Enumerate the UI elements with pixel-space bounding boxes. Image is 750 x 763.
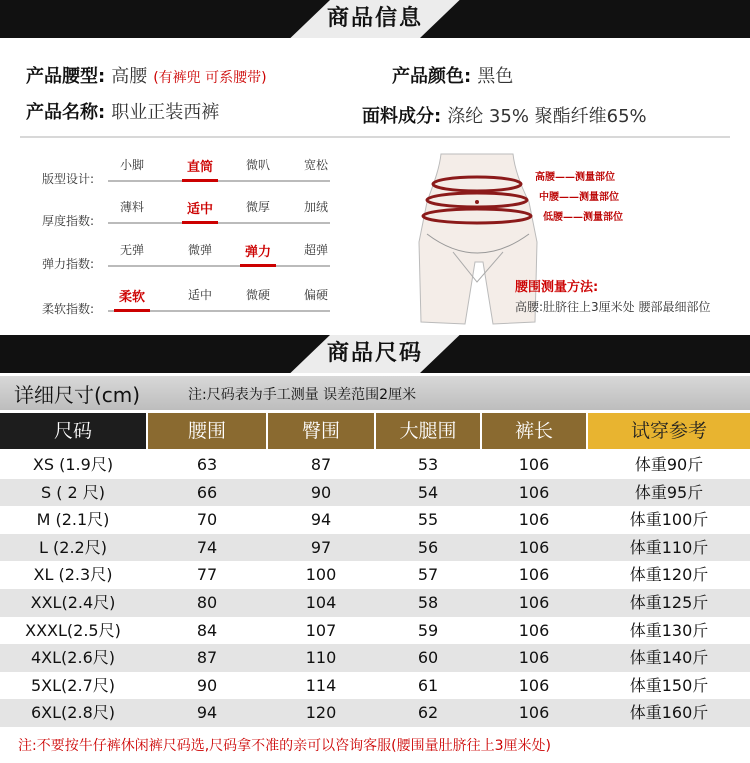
table-row — [0, 506, 750, 534]
fabric-row — [362, 102, 647, 128]
cell-waist: 63 — [196, 455, 218, 474]
scale-option: 微厚 — [245, 200, 270, 214]
scale-label: 柔软指数: — [42, 302, 95, 316]
section-title: 商品信息 — [326, 6, 423, 31]
cell-reference: 体重130斤 — [629, 620, 709, 640]
cell-waist: 77 — [196, 565, 218, 585]
cell-waist: 87 — [196, 648, 218, 668]
cell-thigh: 60 — [417, 648, 439, 668]
cell-reference: 体重90斤 — [634, 455, 704, 474]
footer-note: 注:不要按牛仔裤休闲裤尺码选,尺码拿不准的亲可以咨询客服(腰围量肚脐往上3厘米处) — [18, 738, 551, 754]
scale-label: 弹力指数: — [42, 257, 95, 271]
product-name-value: 职业正装西裤 — [111, 102, 220, 123]
scale-option: 偏硬 — [303, 288, 328, 302]
scale-selected-marker — [182, 179, 218, 182]
detail-note: 注:尺码表为手工测量 误差范围2厘米 — [188, 387, 417, 403]
cell-hip: 100 — [305, 565, 337, 585]
scale-option-selected: 适中 — [186, 202, 213, 217]
scale-selected-marker — [182, 221, 218, 224]
color-row — [392, 62, 513, 88]
table-row — [0, 451, 750, 479]
col-header-waist: 腰围 — [148, 413, 266, 449]
cell-thigh: 56 — [417, 537, 439, 557]
scale-option: 微硬 — [245, 288, 270, 302]
table-row — [0, 672, 750, 700]
cell-size: 5XL(2.7尺) — [31, 675, 115, 695]
product-name-row — [26, 98, 219, 124]
cell-reference: 体重120斤 — [629, 565, 709, 585]
cell-waist: 80 — [196, 593, 218, 612]
scale-option: 微叭 — [245, 158, 270, 172]
cell-waist: 70 — [196, 510, 218, 530]
cell-reference: 体重140斤 — [629, 648, 709, 668]
cell-hip: 120 — [305, 703, 337, 723]
cell-thigh: 55 — [417, 510, 439, 530]
cell-size: 6XL(2.8尺) — [31, 703, 115, 723]
cell-size: XL (2.3尺) — [33, 565, 113, 585]
cell-hip: 104 — [305, 593, 337, 612]
waist-type-value: 高腰 — [111, 66, 148, 87]
cell-reference: 体重125斤 — [629, 593, 709, 612]
cell-size: XS (1.9尺) — [32, 455, 114, 474]
table-row — [0, 479, 750, 507]
scale-selected-marker — [240, 264, 276, 267]
color-label: 产品颜色: — [392, 66, 472, 87]
cell-hip: 107 — [305, 620, 337, 640]
cell-hip: 110 — [305, 648, 337, 668]
measure-method-title: 腰围测量方法: — [515, 280, 599, 295]
detail-size-heading — [0, 376, 750, 410]
section-header-info — [0, 0, 750, 38]
section-header-size — [0, 335, 750, 373]
cell-hip: 97 — [310, 537, 332, 557]
cell-thigh: 61 — [417, 675, 439, 695]
cell-length: 106 — [518, 510, 550, 530]
scale-line — [108, 222, 330, 224]
cell-length: 106 — [518, 620, 550, 640]
divider — [20, 136, 730, 138]
waist-type-note: (有裤兜 可系腰带) — [153, 70, 267, 86]
scale-option: 薄料 — [119, 200, 144, 214]
cell-thigh: 59 — [417, 620, 439, 640]
cell-thigh: 54 — [417, 482, 439, 502]
scale-option-selected: 弹力 — [244, 245, 271, 260]
cell-size: XXXL(2.5尺) — [25, 620, 121, 640]
cell-reference: 体重100斤 — [629, 510, 709, 530]
scale-line — [108, 180, 330, 182]
cell-thigh: 58 — [417, 593, 439, 612]
scale-option: 宽松 — [303, 158, 328, 172]
table-row — [0, 699, 750, 727]
cell-size: M (2.1尺) — [36, 510, 110, 530]
table-row — [0, 644, 750, 672]
cell-thigh: 53 — [417, 455, 439, 474]
cell-length: 106 — [518, 593, 550, 612]
cell-size: S ( 2 尺) — [40, 482, 106, 502]
cell-length: 106 — [518, 455, 550, 474]
cell-waist: 94 — [196, 703, 218, 723]
scale-option: 超弹 — [303, 243, 328, 257]
fabric-value: 涤纶 35% 聚酯纤维65% — [447, 106, 647, 127]
low-waist-label: 低腰——测量部位 — [543, 212, 623, 223]
cell-waist: 66 — [196, 482, 218, 502]
col-header-thigh: 大腿围 — [376, 413, 480, 449]
waist-type-label: 产品腰型: — [26, 66, 106, 87]
cell-hip: 94 — [310, 510, 332, 530]
scale-option: 小脚 — [119, 158, 144, 172]
waist-type-row — [26, 62, 267, 88]
cell-length: 106 — [518, 482, 550, 502]
cell-length: 106 — [518, 703, 550, 723]
high-waist-label: 高腰——测量部位 — [535, 172, 615, 183]
measure-method-text: 高腰:肚脐往上3厘米处 腰部最细部位 — [515, 300, 711, 314]
cell-size: 4XL(2.6尺) — [31, 648, 115, 668]
cell-size: L (2.2尺) — [39, 537, 107, 557]
cell-reference: 体重160斤 — [629, 703, 709, 723]
cell-hip: 90 — [310, 482, 332, 502]
scale-option-selected: 柔软 — [118, 290, 145, 305]
table-row — [0, 589, 750, 617]
table-row — [0, 617, 750, 645]
scale-line — [108, 265, 330, 267]
table-row — [0, 561, 750, 589]
col-header-size: 尺码 — [0, 413, 146, 449]
cell-waist: 74 — [196, 537, 218, 557]
col-header-length: 裤长 — [482, 413, 586, 449]
scale-label: 版型设计: — [42, 172, 95, 186]
cell-length: 106 — [518, 565, 550, 585]
cell-reference: 体重95斤 — [634, 482, 704, 502]
cell-hip: 87 — [310, 455, 332, 474]
section-title: 商品尺码 — [326, 341, 423, 366]
measurement-figure — [405, 150, 735, 330]
scale-option: 加绒 — [303, 200, 328, 214]
product-name-label: 产品名称: — [26, 102, 106, 123]
cell-reference: 体重110斤 — [629, 537, 709, 557]
mid-waist-label: 中腰——测量部位 — [539, 192, 619, 203]
scale-option: 无弹 — [119, 243, 144, 257]
col-header-hip: 臀围 — [268, 413, 374, 449]
scale-option-selected: 直筒 — [186, 160, 213, 175]
table-row — [0, 534, 750, 562]
scale-selected-marker — [114, 309, 150, 312]
color-value: 黑色 — [477, 66, 514, 87]
fabric-label: 面料成分: — [362, 106, 442, 127]
cell-size: XXL(2.4尺) — [30, 593, 116, 612]
detail-title: 详细尺寸(cm) — [14, 383, 141, 407]
scale-option: 微弹 — [187, 243, 212, 257]
scale-option: 适中 — [187, 288, 212, 302]
cell-hip: 114 — [305, 675, 337, 695]
cell-thigh: 57 — [417, 565, 439, 585]
cell-waist: 84 — [196, 620, 218, 640]
cell-length: 106 — [518, 675, 550, 695]
scale-label: 厚度指数: — [42, 214, 95, 228]
cell-reference: 体重150斤 — [629, 675, 709, 695]
cell-length: 106 — [518, 537, 550, 557]
cell-length: 106 — [518, 648, 550, 668]
cell-thigh: 62 — [417, 703, 439, 723]
col-header-reference: 试穿参考 — [588, 413, 750, 449]
cell-waist: 90 — [196, 675, 218, 695]
